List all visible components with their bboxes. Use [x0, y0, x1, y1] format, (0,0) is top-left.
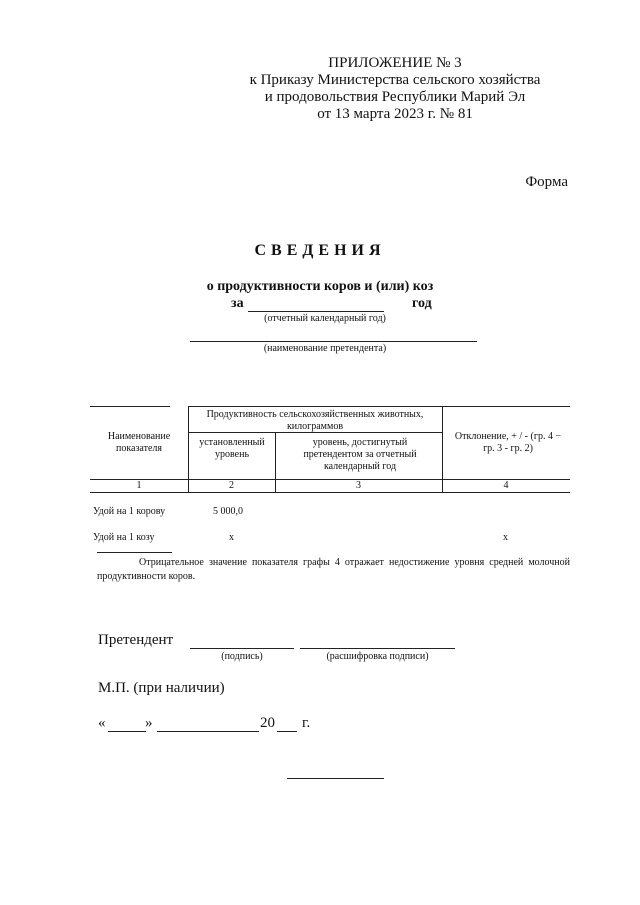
period-input-line[interactable]	[248, 311, 384, 312]
signature-line[interactable]	[190, 648, 294, 649]
applicant-input-line[interactable]	[190, 341, 477, 342]
date-year-line[interactable]	[277, 731, 297, 732]
signature-caption: (подпись)	[221, 651, 263, 662]
date-month-line[interactable]	[157, 731, 259, 732]
row-established: х	[229, 532, 234, 543]
row-name: Удой на 1 корову	[93, 506, 166, 517]
appendix-number: ПРИЛОЖЕНИЕ № 3	[328, 55, 462, 71]
table-top-border	[188, 406, 570, 407]
row-deviation: х	[503, 532, 508, 543]
period-prefix: за	[231, 296, 244, 311]
col-number: 3	[356, 480, 361, 491]
period-caption: (отчетный календарный год)	[264, 313, 386, 324]
col-header-name: Наименование показателя	[107, 431, 171, 454]
date-year-prefix: 20	[260, 715, 275, 731]
col-header-achieved: уровень, достигнутый претендентом за отчетный календарный год	[303, 437, 417, 472]
date-open-quote: «	[98, 715, 106, 731]
col-header-established: установленный уровень	[199, 437, 265, 460]
col-number: 4	[503, 480, 509, 491]
stamp-label: М.П. (при наличии)	[98, 680, 225, 696]
row-established: 5 000,0	[213, 506, 243, 517]
footnote: Отрицательное значение показателя графы 4 отражает недостижение уровня средней молочной продуктивности коров.	[97, 557, 570, 582]
col-number: 1	[136, 480, 142, 491]
appendix-order: к Приказу Министерства сельского хозяйства	[249, 72, 541, 88]
table-number-divider	[90, 492, 570, 493]
date-year-suffix: г.	[302, 715, 311, 731]
date-day-line[interactable]	[108, 731, 146, 732]
col-header-deviation: Отклонение, + / - (гр. 4 − гр. 3 - гр. 2)	[454, 431, 562, 454]
applicant-caption: (наименование претендента)	[263, 343, 387, 354]
document-title: СВЕДЕНИЯ	[254, 242, 386, 259]
row-name: Удой на 1 козу	[93, 532, 155, 543]
date-close-quote: »	[145, 715, 153, 731]
col-number: 2	[229, 480, 234, 491]
end-separator	[287, 778, 384, 779]
appendix-date: от 13 марта 2023 г. № 81	[317, 106, 473, 122]
period-suffix: год	[412, 296, 432, 311]
document-subtitle: о продуктивности коров и (или) коз	[206, 279, 434, 294]
footnote-separator	[97, 552, 172, 553]
appendix-ministry: и продовольствия Республики Марий Эл	[264, 89, 526, 105]
col-header-group: Продуктивность сельскохозяйственных животных, килограммов	[206, 409, 424, 432]
signature-decode-caption: (расшифровка подписи)	[326, 651, 429, 662]
signature-decode-line[interactable]	[300, 648, 455, 649]
form-label: Форма	[525, 174, 568, 190]
signature-label: Претендент	[98, 632, 174, 648]
table-top-border-left	[90, 406, 170, 407]
